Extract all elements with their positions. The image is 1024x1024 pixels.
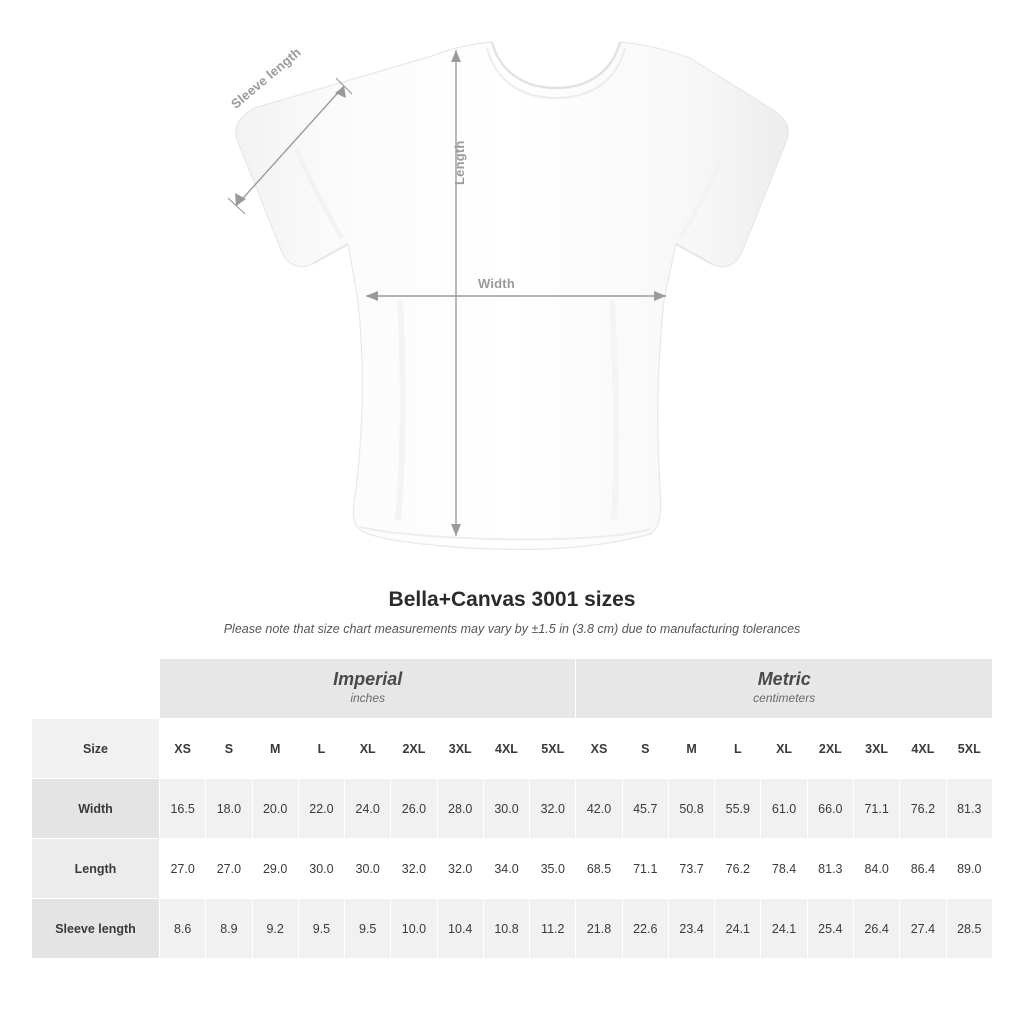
- unit-group-header-imperial: [160, 659, 576, 719]
- page-title: Bella+Canvas 3001 sizes: [388, 588, 636, 611]
- cell-width-metric-s: 45.7: [622, 779, 668, 839]
- cell-length-metric-xs: 68.5: [576, 839, 622, 899]
- size-table-wrapper: [31, 658, 993, 959]
- cell-sleeve-length-imperial-5xl: 11.2: [530, 899, 576, 959]
- table-row: [32, 899, 993, 959]
- cell-sleeve-length-imperial-xl: 9.5: [345, 899, 391, 959]
- cell-length-metric-m: 73.7: [668, 839, 714, 899]
- size-column-header-metric-5xl: 5XL: [946, 719, 992, 779]
- cell-width-metric-l: 55.9: [715, 779, 761, 839]
- cell-length-metric-5xl: 89.0: [946, 839, 992, 899]
- size-column-header-metric-l: L: [715, 719, 761, 779]
- cell-width-imperial-2xl: 26.0: [391, 779, 437, 839]
- cell-width-metric-m: 50.8: [668, 779, 714, 839]
- size-column-header-imperial-5xl: 5XL: [530, 719, 576, 779]
- cell-width-imperial-s: 18.0: [206, 779, 252, 839]
- row-label-sleeve-length: Sleeve length: [32, 899, 160, 959]
- size-column-header-imperial-2xl: 2XL: [391, 719, 437, 779]
- cell-sleeve-length-metric-2xl: 25.4: [807, 899, 853, 959]
- table-corner: [32, 659, 160, 719]
- cell-sleeve-length-imperial-s: 8.9: [206, 899, 252, 959]
- cell-width-metric-3xl: 71.1: [853, 779, 899, 839]
- cell-width-imperial-4xl: 30.0: [483, 779, 529, 839]
- cell-length-imperial-s: 27.0: [206, 839, 252, 899]
- size-table: [31, 658, 993, 959]
- size-column-header-metric-2xl: 2XL: [807, 719, 853, 779]
- cell-sleeve-length-metric-l: 24.1: [715, 899, 761, 959]
- size-column-header-imperial-m: M: [252, 719, 298, 779]
- unit-group-sub: centimeters: [753, 691, 816, 706]
- cell-sleeve-length-imperial-2xl: 10.0: [391, 899, 437, 959]
- title-block: [0, 588, 1024, 636]
- label-length: Length: [452, 140, 467, 185]
- size-column-header-metric-xs: XS: [576, 719, 622, 779]
- cell-length-imperial-xl: 30.0: [345, 839, 391, 899]
- label-width: Width: [478, 276, 515, 291]
- cell-length-imperial-l: 30.0: [298, 839, 344, 899]
- size-header-label: Size: [32, 719, 160, 779]
- cell-length-imperial-m: 29.0: [252, 839, 298, 899]
- cell-width-metric-4xl: 76.2: [900, 779, 946, 839]
- cell-width-imperial-3xl: 28.0: [437, 779, 483, 839]
- size-column-header-imperial-l: L: [298, 719, 344, 779]
- table-row: [32, 839, 993, 899]
- table-row: [32, 779, 993, 839]
- cell-length-metric-l: 76.2: [715, 839, 761, 899]
- cell-length-metric-3xl: 84.0: [853, 839, 899, 899]
- cell-width-imperial-5xl: 32.0: [530, 779, 576, 839]
- size-column-header-imperial-s: S: [206, 719, 252, 779]
- cell-sleeve-length-metric-3xl: 26.4: [853, 899, 899, 959]
- cell-width-imperial-m: 20.0: [252, 779, 298, 839]
- cell-width-metric-xs: 42.0: [576, 779, 622, 839]
- size-column-header-metric-m: M: [668, 719, 714, 779]
- row-label-length: Length: [32, 839, 160, 899]
- cell-length-metric-4xl: 86.4: [900, 839, 946, 899]
- unit-header-row: [32, 659, 993, 719]
- cell-width-imperial-xs: 16.5: [160, 779, 206, 839]
- cell-sleeve-length-metric-xs: 21.8: [576, 899, 622, 959]
- cell-sleeve-length-imperial-m: 9.2: [252, 899, 298, 959]
- cell-width-imperial-l: 22.0: [298, 779, 344, 839]
- cell-sleeve-length-imperial-xs: 8.6: [160, 899, 206, 959]
- cell-length-metric-xl: 78.4: [761, 839, 807, 899]
- size-column-header-metric-3xl: 3XL: [853, 719, 899, 779]
- cell-width-metric-xl: 61.0: [761, 779, 807, 839]
- cell-length-imperial-xs: 27.0: [160, 839, 206, 899]
- size-column-header-metric-xl: XL: [761, 719, 807, 779]
- size-column-header-metric-4xl: 4XL: [900, 719, 946, 779]
- cell-sleeve-length-imperial-3xl: 10.4: [437, 899, 483, 959]
- unit-group-sub: inches: [350, 691, 386, 706]
- cell-length-metric-2xl: 81.3: [807, 839, 853, 899]
- cell-sleeve-length-metric-5xl: 28.5: [946, 899, 992, 959]
- cell-sleeve-length-metric-xl: 24.1: [761, 899, 807, 959]
- size-column-header-imperial-4xl: 4XL: [483, 719, 529, 779]
- cell-width-metric-5xl: 81.3: [946, 779, 992, 839]
- cell-width-metric-2xl: 66.0: [807, 779, 853, 839]
- cell-length-imperial-4xl: 34.0: [483, 839, 529, 899]
- size-header-row: [32, 719, 993, 779]
- unit-group-header-metric: [576, 659, 993, 719]
- tolerance-note: Please note that size chart measurements may vary by ±1.5 in (3.8 cm) due to manufacturing tolerances: [223, 622, 801, 636]
- cell-sleeve-length-imperial-l: 9.5: [298, 899, 344, 959]
- cell-sleeve-length-metric-s: 22.6: [622, 899, 668, 959]
- cell-sleeve-length-metric-4xl: 27.4: [900, 899, 946, 959]
- size-column-header-imperial-3xl: 3XL: [437, 719, 483, 779]
- size-column-header-imperial-xl: XL: [345, 719, 391, 779]
- cell-length-imperial-2xl: 32.0: [391, 839, 437, 899]
- size-column-header-metric-s: S: [622, 719, 668, 779]
- size-column-header-imperial-xs: XS: [160, 719, 206, 779]
- cell-sleeve-length-metric-m: 23.4: [668, 899, 714, 959]
- row-label-width: Width: [32, 779, 160, 839]
- cell-length-imperial-5xl: 35.0: [530, 839, 576, 899]
- unit-group-name: Metric: [757, 668, 811, 689]
- label-sleeve-length: Sleeve length: [228, 44, 304, 112]
- cell-length-imperial-3xl: 32.0: [437, 839, 483, 899]
- cell-length-metric-s: 71.1: [622, 839, 668, 899]
- unit-group-name: Imperial: [333, 668, 403, 689]
- cell-sleeve-length-imperial-4xl: 10.8: [483, 899, 529, 959]
- cell-width-imperial-xl: 24.0: [345, 779, 391, 839]
